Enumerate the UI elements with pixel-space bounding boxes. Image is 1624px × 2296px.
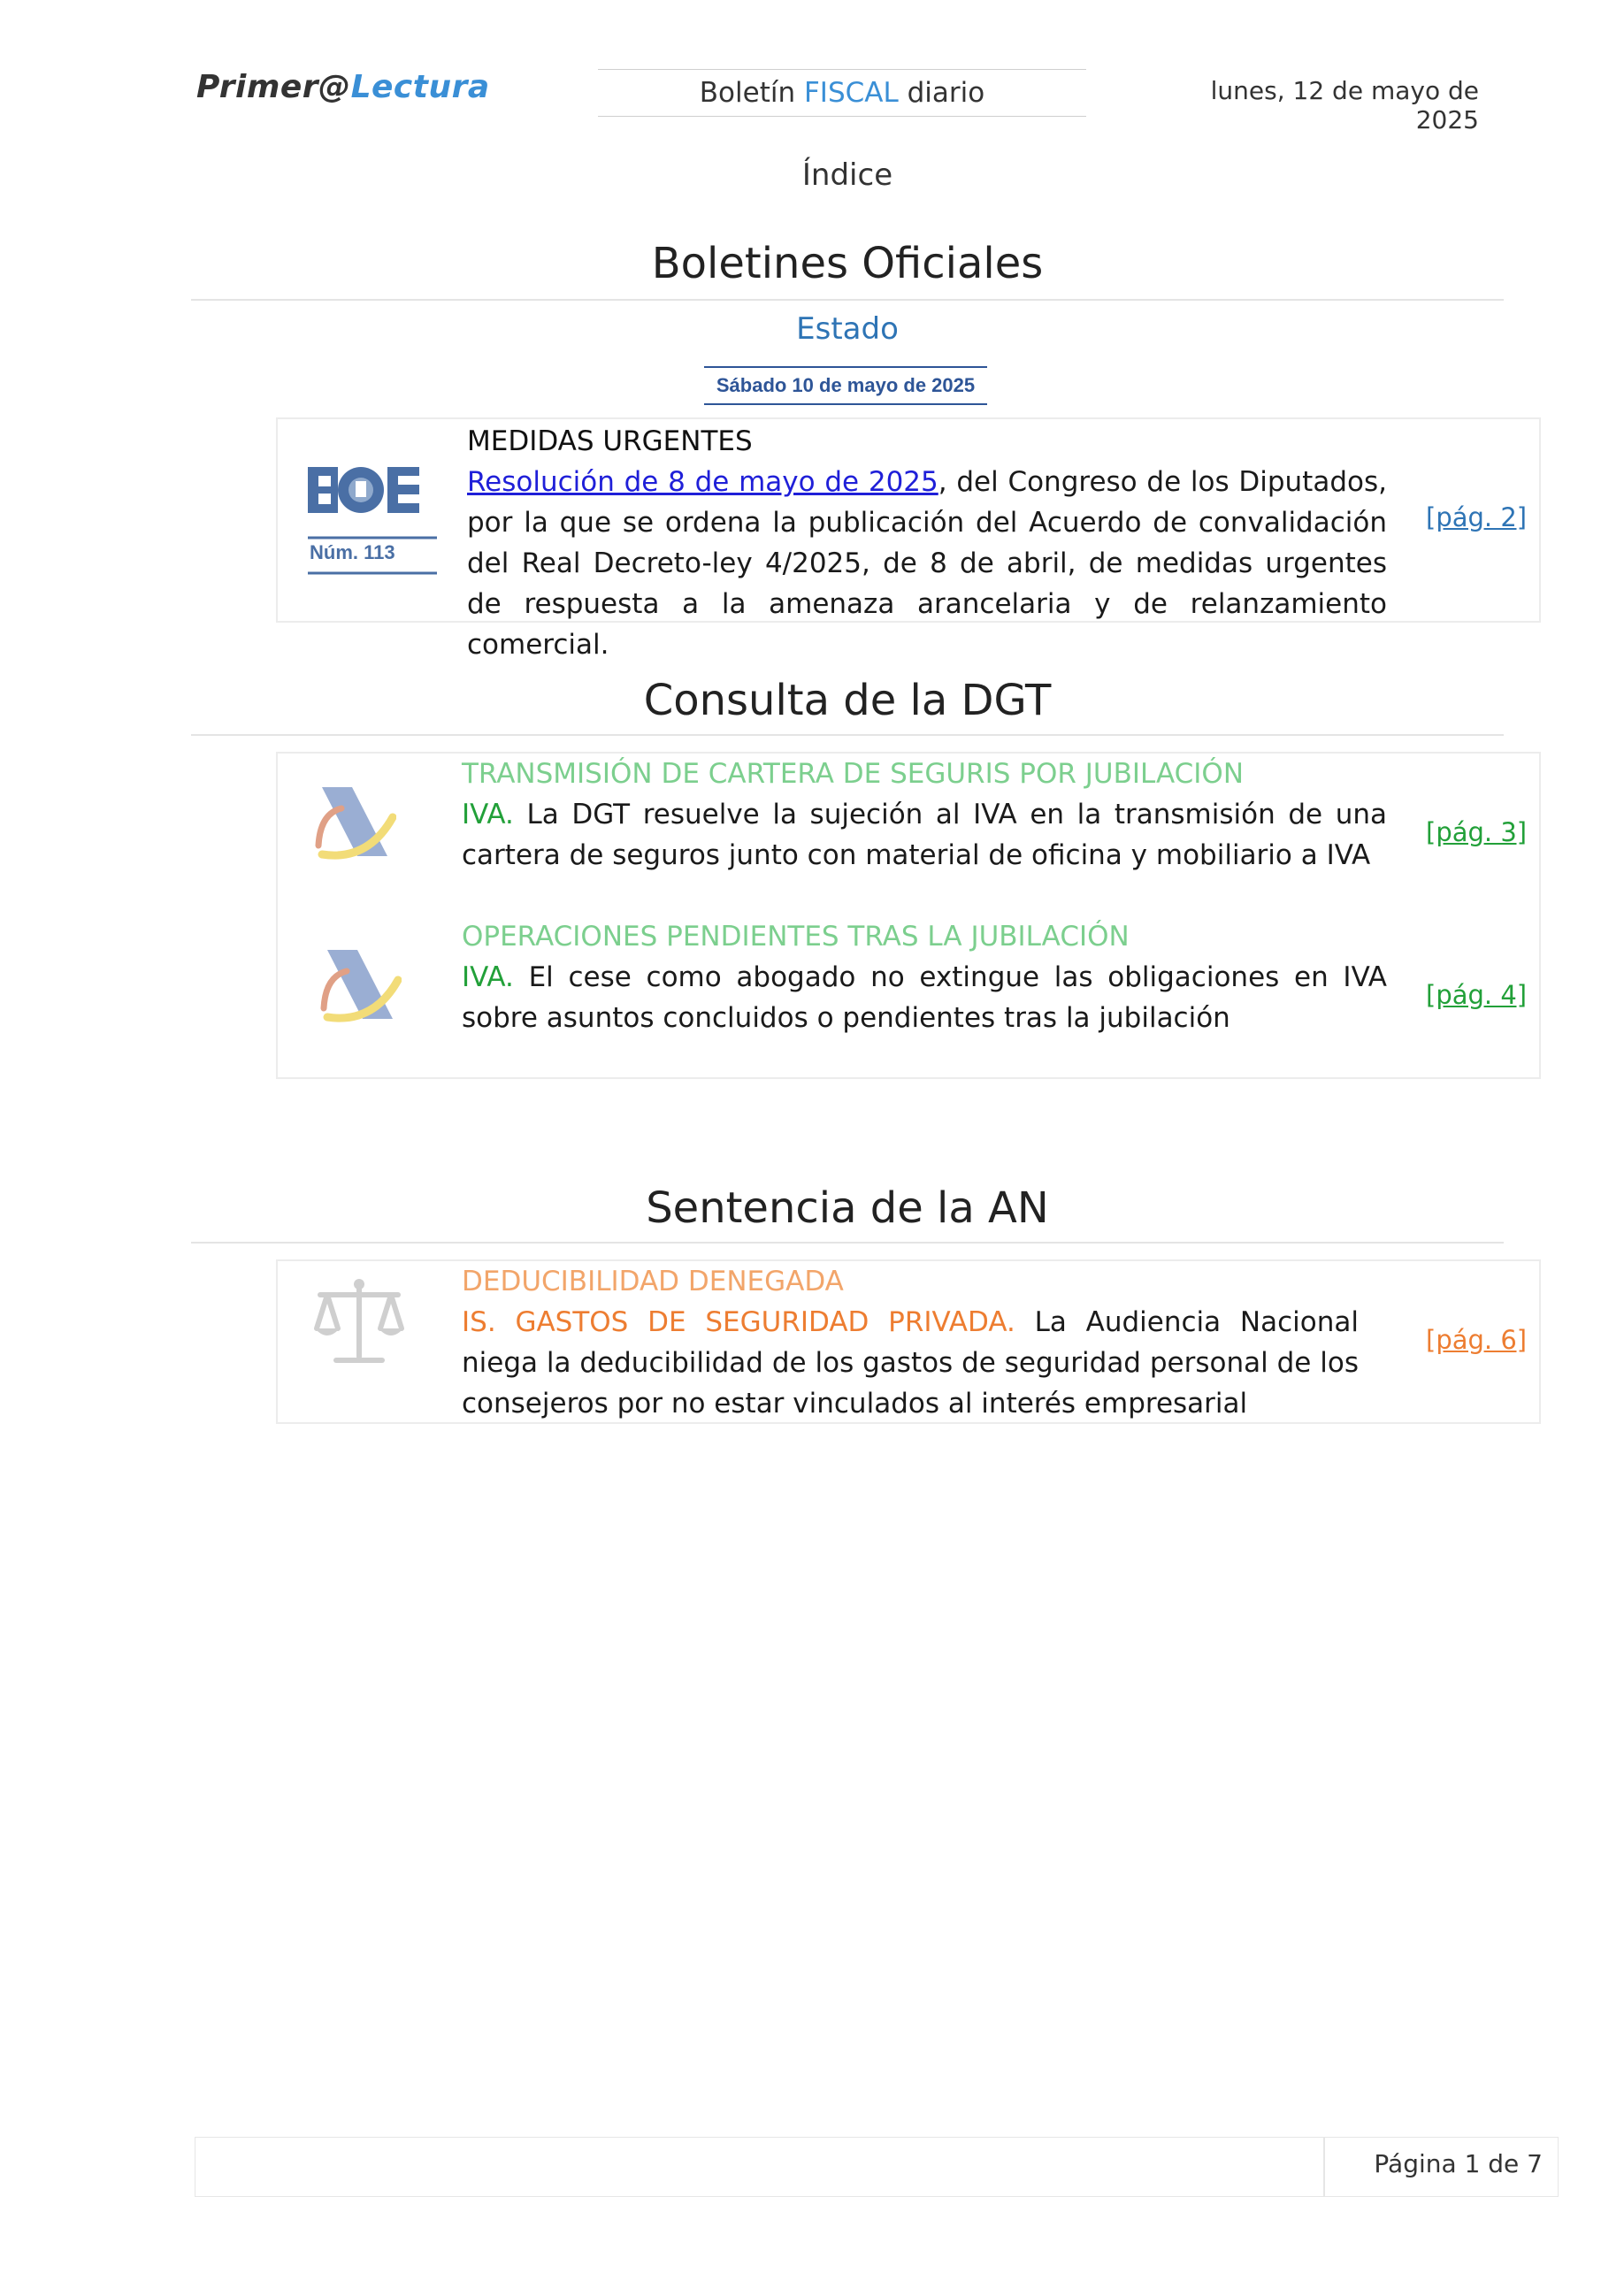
bulletin-title: Boletín FISCAL diario <box>598 69 1086 117</box>
entry-text: IS. GASTOS DE SEGURIDAD PRIVADA. La Audiencia Nacional niega la deducibilidad de los gastos de seguridad personal de los consejeros por no estar vinculados al interés empresarial <box>462 1306 1359 1420</box>
page-ref-link[interactable]: [pág. 3] <box>1426 817 1528 847</box>
entry-tag: IVA. <box>462 799 514 830</box>
entry-kicker: DEDUCIBILIDAD DENEGADA <box>462 1266 844 1297</box>
entry-text: IVA. La DGT resuelve la sujeción al IVA en la transmisión de una cartera de seguros junto con material de oficina y mobiliario a IVA <box>462 799 1387 871</box>
section-divider <box>191 1242 1504 1244</box>
primera-lectura-logo: Primer@Lectura <box>196 69 490 105</box>
boe-number: Núm. 113 <box>310 541 395 563</box>
dgt-entry <box>462 916 1387 1038</box>
page-ref-link[interactable]: [pág. 2] <box>1426 502 1528 532</box>
entry-text: Resolución de 8 de mayo de 2025, del Congreso de los Diputados, por la que se ordena la publicación del Acuerdo de convalidación del Real Decreto-ley 4/2025, de 8 de abril, de medidas urgentes de respuesta a la amenaza arancelaria y de relanzamiento comercial. <box>467 466 1387 661</box>
page-ref-link[interactable]: [pág. 6] <box>1426 1325 1528 1355</box>
header-date: lunes, 12 de mayo de 2025 <box>1210 76 1479 134</box>
scales-of-justice-icon <box>310 1275 409 1367</box>
dgt-entry <box>462 754 1387 876</box>
entry-tag: IVA. <box>462 961 514 993</box>
entry-tag: IS. GASTOS DE SEGURIDAD PRIVADA. <box>462 1306 1015 1338</box>
page-number: Página 1 de 7 <box>1374 2149 1543 2178</box>
section-subtitle-estado: Estado <box>796 311 899 347</box>
date-badge: Sábado 10 de mayo de 2025 <box>704 366 987 405</box>
entry-heading: MEDIDAS URGENTES <box>467 425 753 457</box>
page-ref-link[interactable]: [pág. 4] <box>1426 980 1528 1010</box>
boe-entry <box>467 421 1387 665</box>
entry-text: IVA. El cese como abogado no extingue las obligaciones en IVA sobre asuntos concluidos o pendientes tras la jubilación <box>462 961 1387 1034</box>
entry-kicker: OPERACIONES PENDIENTES TRAS LA JUBILACIÓN <box>462 921 1130 953</box>
entry-kicker: TRANSMISIÓN DE CARTERA DE SEGURIS POR JUBILACIÓN <box>462 758 1245 790</box>
aeat-logo-icon <box>306 782 396 861</box>
an-entry <box>462 1261 1359 1424</box>
footer-box <box>195 2137 1325 2197</box>
resolution-link[interactable]: Resolución de 8 de mayo de 2025 <box>467 466 938 498</box>
section-title-an: Sentencia de la AN <box>646 1183 1049 1233</box>
aeat-logo-icon <box>311 945 402 1024</box>
section-title-boletines: Boletines Oficiales <box>651 239 1044 288</box>
section-title-dgt: Consulta de la DGT <box>643 676 1052 725</box>
index-heading: Índice <box>801 157 893 193</box>
section-divider <box>191 299 1504 301</box>
section-divider <box>191 734 1504 736</box>
